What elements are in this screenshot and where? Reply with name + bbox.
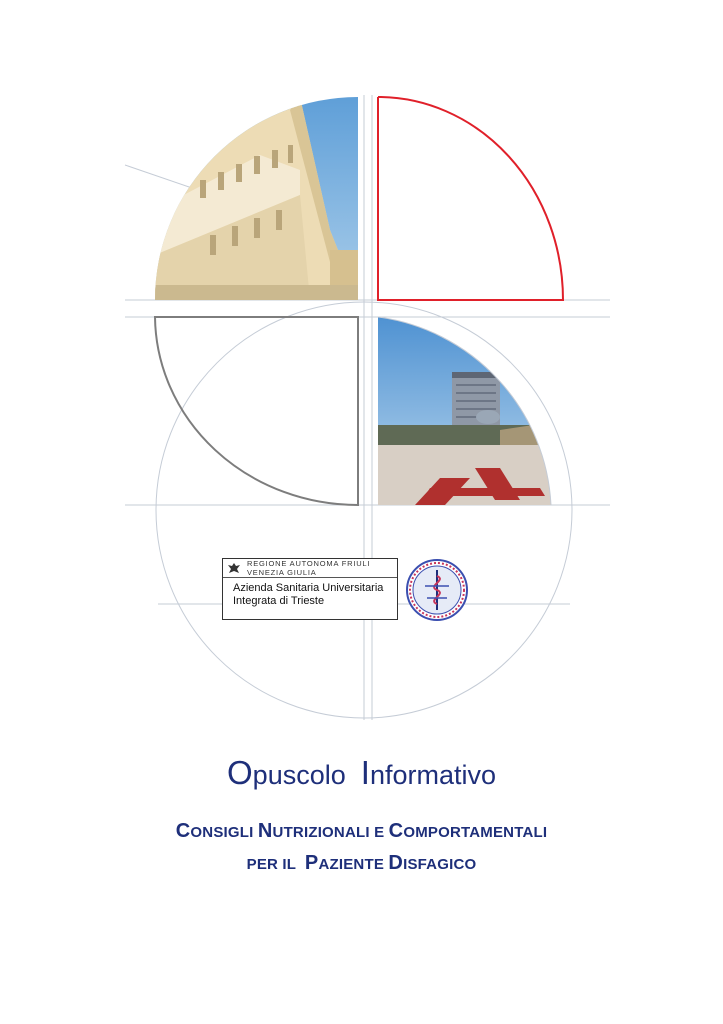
university-seal-icon bbox=[405, 558, 469, 622]
region-name: REGIONE AUTONOMA FRIULI VENEZIA GIULIA bbox=[247, 559, 371, 577]
subtitle-line-1: CONSIGLI NUTRIZIONALI E COMPORTAMENTALI bbox=[175, 820, 548, 842]
gray-quadrant bbox=[155, 317, 358, 505]
region-banner bbox=[223, 559, 397, 578]
eagle-icon bbox=[227, 561, 241, 575]
photo-hospital-helipad bbox=[378, 317, 580, 507]
red-quadrant bbox=[378, 97, 563, 300]
org-name-line1: Azienda Sanitaria Universitaria bbox=[233, 582, 384, 594]
page-title: Opuscolo Informativo bbox=[227, 754, 496, 791]
subtitle-line-2: PER IL PAZIENTE DISFAGICO bbox=[246, 852, 477, 874]
region-logo bbox=[222, 558, 398, 620]
org-name-line2: Integrata di Trieste bbox=[233, 595, 325, 607]
photo-historic-building bbox=[155, 97, 358, 300]
